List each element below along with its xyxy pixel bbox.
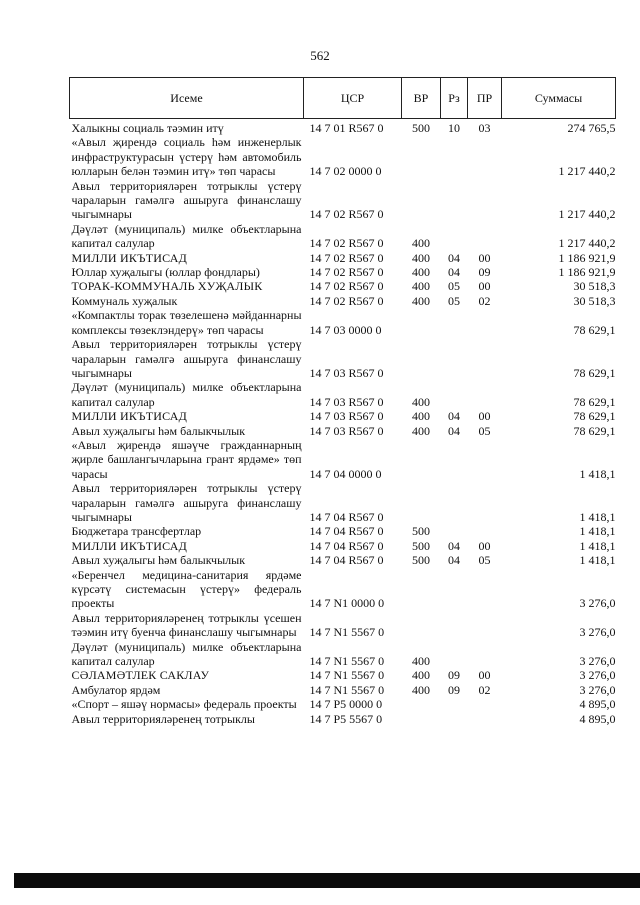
cell-pr [468, 222, 502, 251]
cell-sum: 1 186 921,9 [558, 265, 616, 280]
cell-vr [402, 135, 441, 178]
cell-name: Авыл территорияләрен тотрыклы үстерү чараларын гамәлгә ашыруга финанслашу чыгымнары [71, 481, 302, 524]
cell-vr [402, 611, 441, 640]
header-sum: Суммасы [502, 78, 616, 119]
cell-pr [468, 712, 502, 726]
cell-pr: 02 [478, 682, 491, 697]
cell-name: Авыл хуҗалыгы һәм балыкчылык [71, 423, 246, 438]
cell-vr: 400 [412, 250, 430, 265]
cell-rz: 10 [448, 121, 460, 135]
cell-vr: 400 [412, 265, 430, 280]
cell-sum: 1 186 921,9 [558, 250, 616, 265]
cell-csr: 14 7 02 R567 0 [309, 236, 384, 251]
cell-rz: 05 [448, 279, 460, 294]
cell-pr: 05 [478, 553, 491, 568]
header-pr: ПР [468, 78, 502, 119]
cell-name: СӘЛАМӘТЛЕК САКЛАУ [71, 668, 210, 683]
cell-csr: 14 7 02 R567 0 [309, 265, 384, 280]
cell-rz [441, 380, 468, 409]
cell-csr: 14 7 02 R567 0 [309, 293, 384, 308]
table-row [70, 135, 616, 178]
cell-sum: 78 629,1 [573, 365, 616, 380]
cell-vr: 500 [412, 538, 430, 553]
budget-table [69, 77, 616, 726]
cell-csr: 14 7 03 0000 0 [309, 322, 382, 337]
table-row [70, 265, 616, 279]
cell-rz: 04 [448, 423, 460, 438]
cell-pr: 00 [478, 250, 491, 265]
cell-rz: 05 [448, 293, 460, 308]
cell-rz [441, 179, 468, 222]
cell-pr: 00 [478, 279, 491, 294]
cell-csr: 14 7 03 R567 0 [309, 423, 384, 438]
cell-name: Авыл территорияләренең тотрыклы [71, 711, 255, 726]
cell-vr: 500 [412, 553, 430, 568]
table-row [70, 424, 616, 438]
table-row [70, 438, 616, 481]
cell-vr: 400 [412, 236, 430, 251]
cell-name: Авыл территорияләрен тотрыклы үстерү чараларын гамәлгә ашыруга финанслашу чыгымнары [71, 178, 302, 222]
cell-csr: 14 7 N1 0000 0 [309, 596, 385, 611]
cell-pr: 00 [478, 668, 491, 683]
cell-sum: 78 629,1 [573, 394, 616, 409]
cell-csr: 14 7 N1 5567 0 [309, 682, 385, 697]
cell-sum: 3 276,0 [579, 625, 616, 640]
table-row [70, 179, 616, 222]
table-row [70, 279, 616, 293]
cell-csr: 14 7 03 R567 0 [309, 394, 384, 409]
table-row [70, 119, 616, 136]
cell-rz [441, 524, 468, 538]
cell-csr: 14 7 N1 5567 0 [309, 668, 385, 683]
table-row [70, 409, 616, 423]
cell-name: «Авыл җирендә яшәүче гражданнарның җирле башлангычларына грант ярдәме» төп чарасы [71, 437, 302, 481]
cell-rz: 09 [448, 682, 460, 697]
table-row [70, 337, 616, 380]
table-row [70, 683, 616, 697]
cell-csr: 14 7 02 R567 0 [309, 207, 384, 222]
cell-rz [441, 611, 468, 640]
cell-pr: 05 [478, 423, 491, 438]
cell-csr: 14 7 04 R567 0 [309, 524, 384, 539]
table-row [70, 568, 616, 611]
cell-name: МИЛЛИ ИКЪТИСАД [71, 538, 187, 553]
cell-sum: 30 518,3 [573, 279, 616, 294]
cell-name: Авыл территорияләрен тотрыклы үстерү чараларын гамәлгә ашыруга финанслашу чыгымнары [71, 337, 302, 380]
cell-sum: 3 276,0 [579, 682, 616, 697]
cell-csr: 14 7 P5 5567 0 [309, 711, 383, 726]
cell-csr: 14 7 P5 0000 0 [309, 697, 383, 712]
cell-name: Юллар хуҗалыгы (юллар фондлары) [71, 265, 260, 280]
table-row [70, 308, 616, 337]
cell-name: МИЛЛИ ИКЪТИСАД [71, 409, 187, 424]
cell-rz [441, 712, 468, 726]
cell-sum: 1 418,1 [579, 466, 616, 481]
table-row [70, 481, 616, 524]
cell-sum: 78 629,1 [573, 409, 616, 424]
header-name: Исеме [70, 78, 304, 119]
cell-rz [441, 640, 468, 669]
cell-csr: 14 7 03 R567 0 [309, 365, 384, 380]
cell-vr: 400 [412, 293, 430, 308]
cell-vr: 400 [412, 394, 430, 409]
cell-pr [468, 179, 502, 222]
cell-csr: 14 7 04 R567 0 [309, 509, 384, 524]
table-row [70, 553, 616, 567]
table-row [70, 697, 616, 711]
cell-pr [468, 611, 502, 640]
cell-vr [402, 179, 441, 222]
cell-name: Авыл хуҗалыгы һәм балыкчылык [71, 553, 246, 568]
cell-csr: 14 7 01 R567 0 [309, 121, 384, 135]
table-row [70, 712, 616, 726]
table-row [70, 222, 616, 251]
cell-sum: 1 217 440,2 [558, 207, 616, 222]
cell-vr [402, 712, 441, 726]
cell-pr: 03 [478, 121, 491, 135]
cell-vr: 400 [412, 423, 430, 438]
cell-vr: 400 [412, 654, 430, 669]
cell-rz [441, 438, 468, 481]
cell-sum: 1 418,1 [579, 538, 616, 553]
cell-csr: 14 7 04 R567 0 [309, 553, 384, 568]
cell-name: Бюджетара трансфертлар [71, 524, 202, 539]
cell-name: «Беренчел медицина-санитария ярдәме күрсәтү системасын үстерү» федераль проекты [71, 567, 302, 611]
cell-pr: 00 [478, 409, 491, 424]
table-header-row [70, 78, 616, 119]
cell-sum: 1 418,1 [579, 509, 616, 524]
cell-sum: 1 418,1 [579, 553, 616, 568]
cell-vr: 400 [412, 409, 430, 424]
cell-rz [441, 135, 468, 178]
table-row [70, 668, 616, 682]
cell-pr: 00 [478, 538, 491, 553]
cell-rz [441, 308, 468, 337]
header-vr: ВР [402, 78, 441, 119]
cell-sum: 78 629,1 [573, 423, 616, 438]
cell-sum: 1 418,1 [579, 524, 616, 539]
cell-rz: 04 [448, 538, 460, 553]
header-csr: ЦСР [304, 78, 402, 119]
cell-sum: 30 518,3 [573, 293, 616, 308]
cell-vr: 400 [412, 668, 430, 683]
cell-rz [441, 337, 468, 380]
cell-pr [468, 524, 502, 538]
cell-pr [468, 640, 502, 669]
cell-name: Дәүләт (муниципаль) милке объектларына капитал салулар [71, 380, 302, 409]
cell-csr: 14 7 02 R567 0 [309, 279, 384, 294]
cell-rz: 04 [448, 409, 460, 424]
table-row [70, 251, 616, 265]
cell-vr: 400 [412, 682, 430, 697]
cell-vr: 400 [412, 279, 430, 294]
cell-name: Авыл территорияләренең тотрыклы үсешен тәэмин итү буенча финанслашу чыгымнары [71, 610, 302, 640]
cell-csr: 14 7 N1 5567 0 [309, 654, 385, 669]
cell-name: Дәүләт (муниципаль) милке объектларына капитал салулар [71, 639, 302, 669]
cell-name: «Спорт – яшәү нормасы» федераль проекты [71, 697, 297, 712]
cell-vr [402, 481, 441, 524]
cell-pr [468, 380, 502, 409]
cell-csr: 14 7 04 R567 0 [309, 538, 384, 553]
table-body [70, 119, 616, 727]
table-row [70, 539, 616, 553]
page-number: 562 [310, 48, 330, 63]
scan-edge-bar [14, 873, 640, 888]
cell-csr: 14 7 N1 5567 0 [309, 625, 385, 640]
cell-csr: 14 7 04 0000 0 [309, 466, 382, 481]
cell-pr [468, 481, 502, 524]
cell-rz: 09 [448, 668, 460, 683]
cell-vr [402, 697, 441, 711]
cell-pr [468, 697, 502, 711]
cell-vr [402, 438, 441, 481]
cell-vr [402, 337, 441, 380]
cell-name: МИЛЛИ ИКЪТИСАД [71, 250, 187, 265]
cell-name: Амбулатор ярдәм [71, 682, 161, 697]
table-row [70, 640, 616, 669]
cell-rz [441, 697, 468, 711]
cell-pr [468, 438, 502, 481]
cell-csr: 14 7 03 R567 0 [309, 409, 384, 424]
cell-sum: 78 629,1 [573, 322, 616, 337]
cell-rz [441, 222, 468, 251]
cell-pr [468, 337, 502, 380]
cell-pr [468, 568, 502, 611]
cell-sum: 3 276,0 [579, 654, 616, 669]
table-row [70, 524, 616, 538]
cell-pr: 09 [478, 265, 491, 280]
cell-name: «Авыл җирендә социаль һәм инженерлык инфраструктурасын үстерү һәм автомобиль юлларын белән тәэмин итү» төп чарасы [71, 135, 302, 179]
table-row [70, 294, 616, 308]
cell-rz: 04 [448, 553, 460, 568]
cell-rz [441, 568, 468, 611]
cell-pr [468, 135, 502, 178]
cell-sum: 3 276,0 [579, 668, 616, 683]
cell-vr: 500 [412, 121, 430, 135]
cell-name: Дәүләт (муниципаль) милке объектларына капитал салулар [71, 221, 302, 251]
cell-csr: 14 7 02 R567 0 [309, 250, 384, 265]
cell-rz [441, 481, 468, 524]
cell-sum: 3 276,0 [579, 596, 616, 611]
cell-sum: 1 217 440,2 [558, 236, 616, 251]
cell-name: Халыкны социаль тәэмин итү [71, 121, 224, 135]
cell-vr [402, 308, 441, 337]
cell-name: Коммуналь хуҗалык [71, 293, 178, 308]
cell-vr [402, 568, 441, 611]
cell-name: «Компактлы торак төзелешенә мәйданнарны комплексы төзеклэндерү» төп чарасы [71, 308, 302, 337]
cell-sum: 274 765,5 [567, 121, 616, 135]
cell-sum: 4 895,0 [579, 697, 616, 712]
cell-sum: 4 895,0 [579, 711, 616, 726]
table-row [70, 611, 616, 640]
cell-pr: 02 [478, 293, 491, 308]
table-row [70, 380, 616, 409]
cell-pr [468, 308, 502, 337]
cell-vr: 500 [412, 524, 430, 539]
cell-name: ТОРАК-КОММУНАЛЬ ХУҖАЛЫК [71, 279, 263, 294]
cell-rz: 04 [448, 265, 460, 280]
cell-sum: 1 217 440,2 [558, 164, 616, 179]
header-rz: Рз [441, 78, 468, 119]
cell-csr: 14 7 02 0000 0 [309, 164, 382, 179]
cell-rz: 04 [448, 250, 460, 265]
